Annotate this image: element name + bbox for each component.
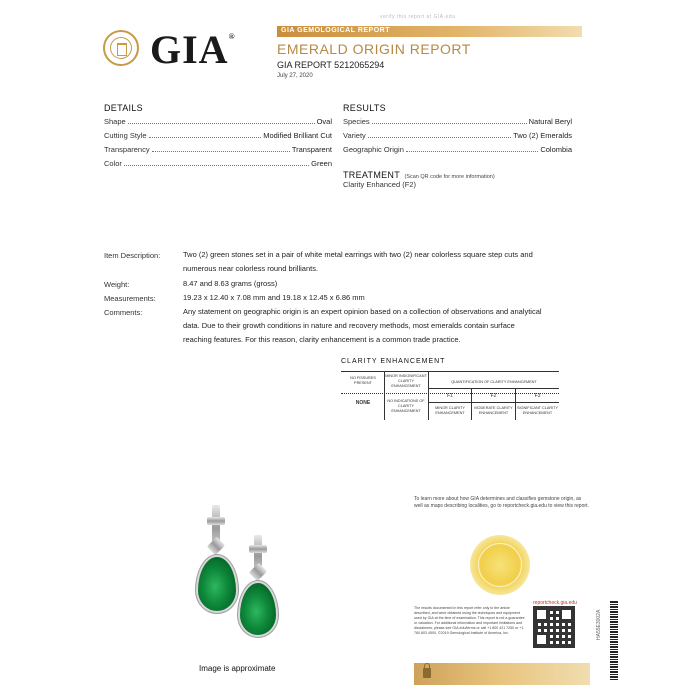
info-text: To learn more about how GIA determines and classifies gemstone origin, as well as maps describing localities, go to reportcheck.gia.edu to view this report. <box>414 496 589 509</box>
report-date: July 27, 2020 <box>277 73 313 79</box>
measurements-label: Measurements: <box>104 294 156 303</box>
reportcheck-link[interactable]: reportcheck.gia.edu <box>533 600 577 606</box>
f1-label: F1 <box>447 393 453 399</box>
item-description-label: Item Description: <box>104 251 161 260</box>
gia-seal-icon <box>103 30 139 66</box>
comments-label: Comments: <box>104 308 143 317</box>
results-row-species: Species Natural Beryl <box>343 117 572 126</box>
security-footer <box>414 663 590 685</box>
lock-icon <box>423 668 431 678</box>
results-row-origin: Geographic Origin Colombia <box>343 145 572 154</box>
results-row-variety: Variety Two (2) Emeralds <box>343 131 572 140</box>
qr-code-icon[interactable] <box>533 606 575 648</box>
details-row-color: Color Green <box>104 159 332 168</box>
results-list <box>343 116 572 154</box>
clarity-table <box>341 371 559 420</box>
minor-insignificant-cell: MINOR INSIGNIFICANT CLARITY ENHANCEMENT <box>385 374 427 388</box>
verify-line: verify this report at GIA.edu <box>380 14 456 20</box>
report-title: EMERALD ORIGIN REPORT <box>277 41 471 57</box>
f1-desc: MINOR CLARITY ENHANCEMENT <box>435 406 465 415</box>
none-cell: NONE <box>355 400 371 406</box>
quantification-cell: QUANTIFICATION OF CLARITY ENHANCEMENT <box>451 380 537 384</box>
gia-logo: GIA® <box>150 27 236 72</box>
comments-value: Any statement on geographic origin is an expert opinion based on a collection of observations and analytical data. Due to their growth conditions in nature and recovery methods, most emeralds contain surface reaching features. For this reason, clarity enhancement is a common trade practice. <box>183 307 542 344</box>
details-row-cutting-style: Cutting Style Modified Brilliant Cut <box>104 131 332 140</box>
item-description: Two (2) green stones set in a pair of white metal earrings with two (2) near colorless square step cuts and numerous near colorless round brilliants. <box>183 250 533 273</box>
details-list <box>104 116 332 168</box>
serial-number: HA55E3002A <box>596 609 602 640</box>
details-row-transparency: Transparency Transparent <box>104 145 332 154</box>
measurements-value: 19.23 x 12.40 x 7.08 mm and 19.18 x 12.45 x 6.86 mm <box>183 293 365 302</box>
f2-desc: MODERATE CLARITY ENHANCEMENT <box>474 406 513 415</box>
f2-label: F2 <box>490 393 497 399</box>
fine-print: The results documented in this report refer only to the article described, and were obtained using the techniques and equipment used by GIA at the time of examination. This report is not a guarantee or valuation. For additional information and important limitations and disclaimers, please see GIA.edu/terms or call +1 800 421 7250 or +1 760 603 4500. ©2019 Gemological Institute of America, Inc. <box>414 606 525 635</box>
weight-label: Weight: <box>104 280 130 289</box>
no-fissures-cell: NO FISSURES PRESENT <box>350 376 376 385</box>
report-number: GIA REPORT 5212065294 <box>277 60 385 70</box>
image-caption: Image is approximate <box>199 664 276 673</box>
barcode-icon <box>610 600 618 680</box>
f3-label: F3 <box>534 393 541 399</box>
treatment-heading: TREATMENT (Scan QR code for more information) <box>343 170 495 180</box>
treatment-value: Clarity Enhanced (F2) <box>343 180 416 189</box>
clarity-title: CLARITY ENHANCEMENT <box>341 358 446 365</box>
report-band: GIA GEMOLOGICAL REPORT <box>277 26 582 37</box>
no-indications-cell: NO INDICATIONS OF CLARITY ENHANCEMENT <box>387 399 425 413</box>
hologram-seal-icon <box>470 535 530 595</box>
results-heading: RESULTS <box>343 103 386 113</box>
details-row-shape: Shape Oval <box>104 117 332 126</box>
weight-value: 8.47 and 8.63 grams (gross) <box>183 279 278 288</box>
f3-desc: SIGNIFICANT CLARITY ENHANCEMENT <box>516 406 559 415</box>
details-heading: DETAILS <box>104 103 143 113</box>
